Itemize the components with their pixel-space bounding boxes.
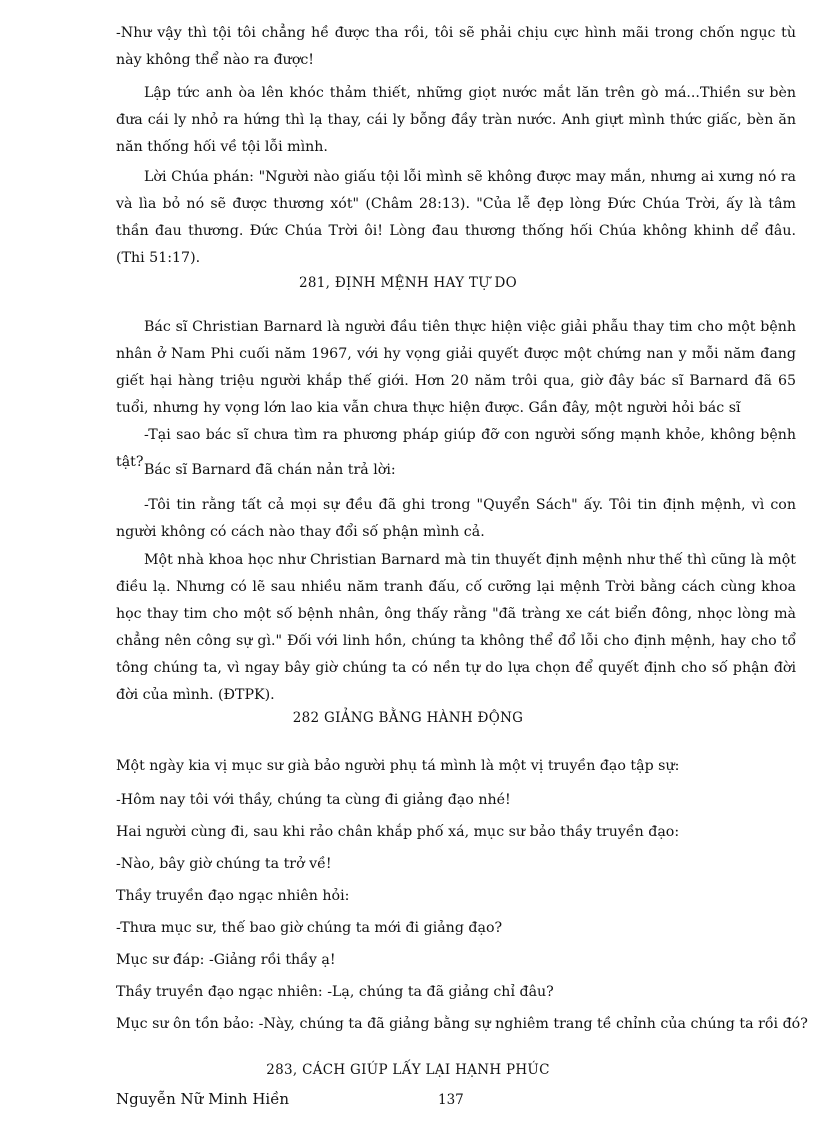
footer-author: Nguyễn Nữ Minh Hiền: [116, 1090, 290, 1108]
story-line: Thầy truyền đạo ngạc nhiên: -Lạ, chúng ta đã giảng chỉ đâu?: [116, 984, 554, 1000]
paragraph-reflection: Một nhà khoa học như Christian Barnard mà tin thuyết định mệnh như thế thì cũng là một điều lạ. Nhưng có lẽ sau nhiều năm tranh đấu, cố cưỡng lại mệnh Trời bằng cách cùng khoa học thay tim cho một số bệnh nhân, ông thấy rằng "đã tràng xe cát biển đông, nhọc lòng mà chẳng nên công sự gì." Đối với linh hồn, chúng ta không thể đổ lỗi cho định mệnh, hay cho tổ tông chúng ta, vì ngay bây giờ chúng ta có nền tự do lựa chọn để quyết định cho số phận đời đời của mình. (ĐTPK).: [116, 552, 796, 703]
paragraph-question: -Tại sao bác sĩ chưa tìm ra phương pháp giúp đỡ con người sống mạnh khỏe, không bệnh tật?: [116, 427, 796, 470]
section-heading-283: 283, CÁCH GIÚP LẤY LẠI HẠNH PHÚC: [266, 1062, 550, 1078]
paragraph-barnard-intro: Bác sĩ Christian Barnard là người đầu tiên thực hiện việc giải phẫu thay tim cho một bệnh nhân ở Nam Phi cuối năm 1967, với hy vọng giải quyết được một chứng nan y mỗi năm đang giết hại hàng triệu người khắp thế giới. Hơn 20 năm trôi qua, giờ đây bác sĩ Barnard đã 65 tuổi, nhưng hy vọng lớn lao kia vẫn chưa thực hiện được. Gần đây, một người hỏi bác sĩ: [116, 319, 796, 416]
story-line: Thầy truyền đạo ngạc nhiên hỏi:: [116, 888, 350, 904]
story-line: -Thưa mục sư, thế bao giờ chúng ta mới đi giảng đạo?: [116, 920, 503, 936]
section-heading-282: 282 GIẢNG BẰNG HÀNH ĐỘNG: [292, 710, 524, 726]
story-line: Mục sư ôn tồn bảo: -Này, chúng ta đã giảng bằng sự nghiêm trang tề chỉnh của chúng ta rồi đó?: [116, 1016, 808, 1032]
story-line: -Nào, bây giờ chúng ta trở về!: [116, 856, 332, 872]
section-heading-281: 281, ĐỊNH MỆNH HAY TỰ DO: [299, 275, 517, 291]
paragraph-scripture: Lời Chúa phán: "Người nào giấu tội lỗi mình sẽ không được may mắn, nhưng ai xưng nó ra và lìa bỏ nó sẽ được thương xót" (Châm 28:13). "Của lễ đẹp lòng Đức Chúa Trời, ấy là tâm thần đau thương. Đức Chúa Trời ôi! Lòng đau thương thống hối Chúa không khinh dể đâu. (Thi 51:17).: [116, 169, 796, 266]
paragraph-reply-intro: Bác sĩ Barnard đã chán nản trả lời:: [144, 462, 396, 478]
paragraph-continuation: -Như vậy thì tội tôi chẳng hề được tha rồi, tôi sẽ phải chịu cực hình mãi trong chốn ngục tù này không thể nào ra được!: [116, 25, 796, 68]
page-number: 137: [438, 1092, 464, 1108]
story-line: Hai người cùng đi, sau khi rảo chân khắp phố xá, mục sư bảo thầy truyền đạo:: [116, 824, 680, 840]
story-line: -Hôm nay tôi với thầy, chúng ta cùng đi giảng đạo nhé!: [116, 792, 511, 808]
story-line: Mục sư đáp: -Giảng rồi thầy ạ!: [116, 952, 336, 968]
story-line: Một ngày kia vị mục sư già bảo người phụ tá mình là một vị truyền đạo tập sự:: [116, 758, 680, 774]
paragraph-reply: -Tôi tin rằng tất cả mọi sự đều đã ghi trong "Quyển Sách" ấy. Tôi tin định mệnh, vì con người không có cách nào thay đổi số phận mình cả.: [116, 497, 796, 540]
paragraph-dream-ending: Lập tức anh òa lên khóc thảm thiết, những giọt nước mắt lăn trên gò má...Thiền sư bèn đưa cái ly nhỏ ra hứng thì lạ thay, cái ly bỗng đầy tràn nước. Anh giựt mình thức giấc, bèn ăn năn thống hối về tội lỗi mình.: [116, 85, 796, 155]
